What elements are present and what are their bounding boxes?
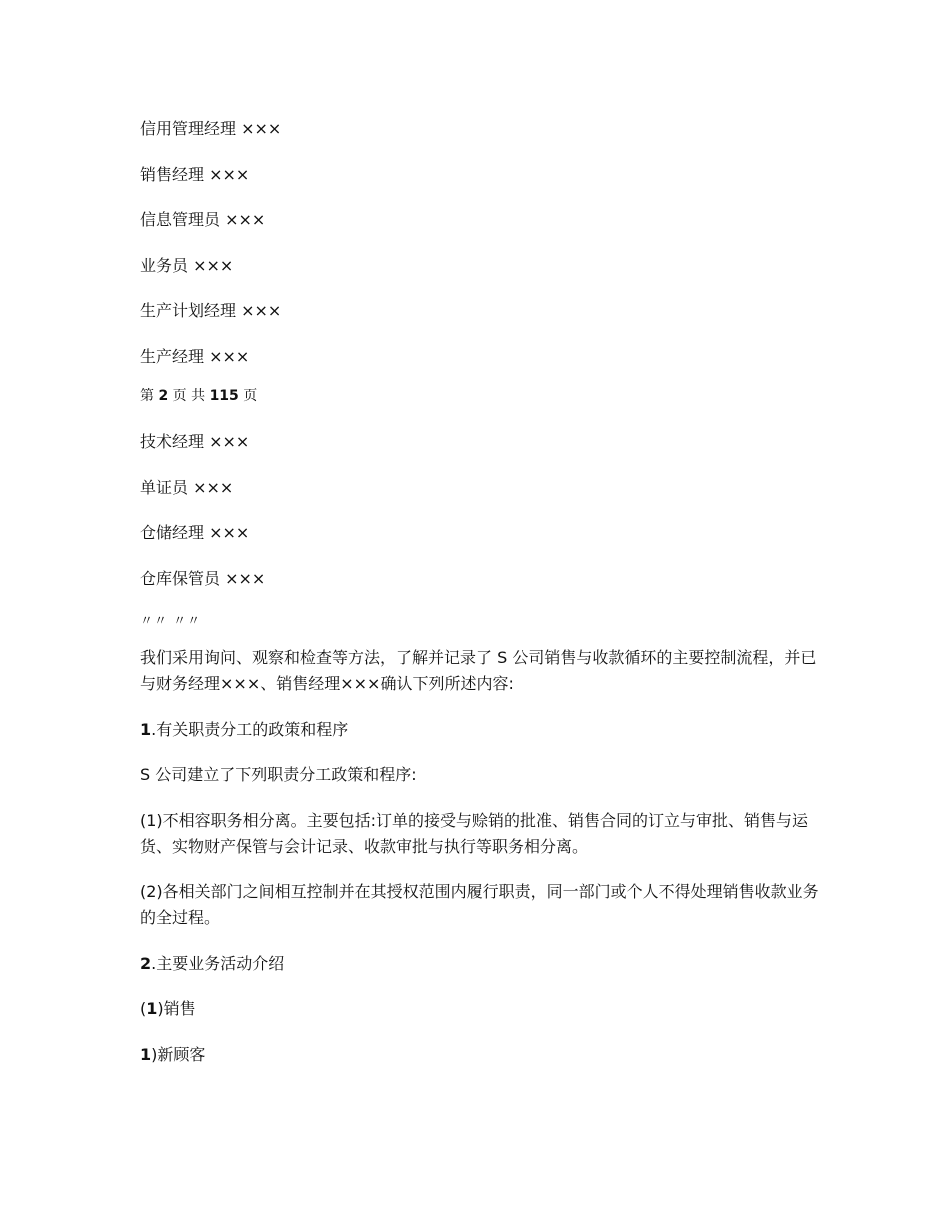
- subsection-number: 1: [146, 999, 158, 1018]
- section-heading: [140, 951, 820, 977]
- staff-line: 单证员 ×××: [140, 477, 234, 497]
- section-number: 1: [140, 719, 152, 739]
- section-title: .主要业务活动介绍: [151, 953, 285, 973]
- staff-line: 仓库保管员 ×××: [140, 568, 266, 588]
- footer-current-page: 2: [158, 388, 169, 404]
- footer-mid: 页 共: [172, 388, 206, 404]
- staff-line: 销售经理 ×××: [140, 164, 250, 184]
- footer-suffix: 页: [243, 388, 258, 404]
- list-item: (1)不相容职务相分离。主要包括:订单的接受与赊销的批准、销售合同的订立与审批、销售与运货、实物财产保管与会计记录、收款审批与执行等职务相分离。: [140, 810, 809, 856]
- staff-line: 生产经理 ×××: [140, 346, 250, 366]
- section-number: 2: [140, 953, 152, 973]
- staff-line: 技术经理 ×××: [140, 432, 250, 451]
- subsection-heading: [140, 996, 820, 1022]
- staff-line: 业务员 ×××: [140, 255, 234, 275]
- subsubsection-title: )新顾客: [151, 1044, 206, 1064]
- section-heading: [140, 717, 820, 743]
- footer-total-pages: 115: [209, 388, 239, 404]
- staff-line: 信用管理经理 ×××: [140, 119, 282, 138]
- section-title: .有关职责分工的政策和程序: [151, 719, 349, 739]
- ditto-marks: 〃〃 〃〃: [140, 614, 202, 629]
- staff-line: 生产计划经理 ×××: [140, 301, 282, 320]
- subsection-prefix: (: [140, 999, 147, 1018]
- document-page: [140, 116, 820, 1087]
- page-number-footer: [140, 385, 820, 407]
- staff-line: 仓储经理 ×××: [140, 523, 250, 542]
- staff-line: 信息管理员 ×××: [140, 210, 266, 229]
- footer-prefix: 第: [140, 388, 154, 404]
- subsubsection-number: 1: [140, 1044, 152, 1064]
- subsubsection-heading: [140, 1042, 820, 1068]
- section-lead: S 公司建立了下列职责分工政策和程序:: [140, 765, 417, 784]
- intro-paragraph: 我们采用询问、观察和检查等方法，了解并记录了 S 公司销售与收款循环的主要控制流程，并已与财务经理×××、销售经理×××确认下列所述内容:: [140, 648, 817, 693]
- subsection-title: )销售: [157, 999, 196, 1018]
- list-item: (2)各相关部门之间相互控制并在其授权范围内履行职责，同一部门或个人不得处理销售收款业务的全过程。: [140, 882, 819, 927]
